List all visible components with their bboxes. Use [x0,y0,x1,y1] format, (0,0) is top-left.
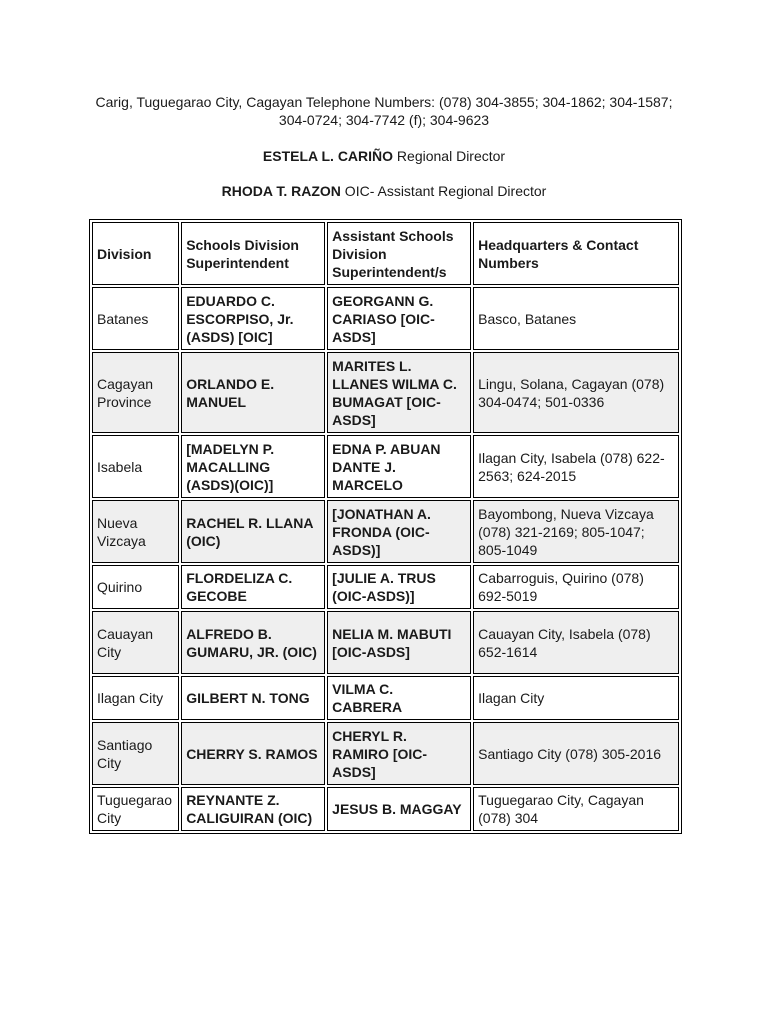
headquarters-cell: Lingu, Solana, Cagayan (078) 304-0474; 501-0336 [473,352,679,433]
table-header-row [92,222,679,285]
assistant-regional-director-name: RHODA T. RAZON [221,183,341,199]
assistant-superintendent-cell: NELIA M. MABUTI [OIC-ASDS] [327,611,471,674]
table-row [92,722,679,785]
regional-director [80,147,688,165]
header-assistant-superintendent: Assistant Schools Division Superintendent/s [327,222,471,285]
table-row [92,287,679,350]
division-cell: Tuguegarao City [92,787,179,831]
headquarters-cell: Cauayan City, Isabela (078) 652-1614 [473,611,679,674]
superintendent-cell: CHERRY S. RAMOS [181,722,325,785]
assistant-superintendent-cell: JESUS B. MAGGAY [327,787,471,831]
division-cell: Batanes [92,287,179,350]
superintendent-cell: REYNANTE Z. CALIGUIRAN (OIC) [181,787,325,831]
headquarters-cell: Ilagan City [473,676,679,720]
table-row [92,352,679,433]
regional-director-title: Regional Director [393,148,506,164]
division-table [90,220,681,833]
division-table-frame [89,219,682,834]
table-row [92,787,679,831]
headquarters-cell: Tuguegarao City, Cagayan (078) 304 [473,787,679,831]
assistant-superintendent-cell: GEORGANN G. CARIASO [OIC-ASDS] [327,287,471,350]
headquarters-cell: Santiago City (078) 305-2016 [473,722,679,785]
superintendent-cell: FLORDELIZA C. GECOBE [181,565,325,609]
headquarters-cell: Bayombong, Nueva Vizcaya (078) 321-2169; 805-1047; 805-1049 [473,500,679,563]
division-cell: Cauayan City [92,611,179,674]
assistant-superintendent-cell: CHERYL R. RAMIRO [OIC-ASDS] [327,722,471,785]
division-cell: Isabela [92,435,179,498]
assistant-superintendent-cell: [JULIE A. TRUS (OIC-ASDS)] [327,565,471,609]
division-cell: Quirino [92,565,179,609]
header-division: Division [92,222,179,285]
superintendent-cell: GILBERT N. TONG [181,676,325,720]
superintendent-cell: EDUARDO C. ESCORPISO, Jr. (ASDS) [OIC] [181,287,325,350]
division-cell: Ilagan City [92,676,179,720]
headquarters-cell: Ilagan City, Isabela (078) 622-2563; 624-2015 [473,435,679,498]
superintendent-cell: ALFREDO B. GUMARU, JR. (OIC) [181,611,325,674]
header-superintendent: Schools Division Superintendent [181,222,325,285]
header-headquarters: Headquarters & Contact Numbers [473,222,679,285]
division-cell: Nueva Vizcaya [92,500,179,563]
assistant-superintendent-cell: EDNA P. ABUAN DANTE J. MARCELO [327,435,471,498]
headquarters-cell: Basco, Batanes [473,287,679,350]
table-row [92,435,679,498]
table-row [92,676,679,720]
table-row [92,565,679,609]
headquarters-cell: Cabarroguis, Quirino (078) 692-5019 [473,565,679,609]
superintendent-cell: RACHEL R. LLANA (OIC) [181,500,325,563]
address-line: Carig, Tuguegarao City, Cagayan Telephone Numbers: (078) 304-3855; 304-1862; 304-1587; 304-0724; 304-7742 (f); 304-9623 [95,94,673,128]
table-row [92,500,679,563]
superintendent-cell: [MADELYN P. MACALLING (ASDS)(OIC)] [181,435,325,498]
division-cell: Cagayan Province [92,352,179,433]
assistant-superintendent-cell: [JONATHAN A. FRONDA (OIC-ASDS)] [327,500,471,563]
assistant-superintendent-cell: MARITES L. LLANES WILMA C. BUMAGAT [OIC-ASDS] [327,352,471,433]
table-row [92,611,679,674]
regional-director-name: ESTELA L. CARIÑO [262,148,394,164]
division-cell: Santiago City [92,722,179,785]
assistant-regional-director-title: OIC- Assistant Regional Director [340,183,547,199]
assistant-regional-director [80,182,688,200]
superintendent-cell: ORLANDO E. MANUEL [181,352,325,433]
assistant-superintendent-cell: VILMA C. CABRERA [327,676,471,720]
